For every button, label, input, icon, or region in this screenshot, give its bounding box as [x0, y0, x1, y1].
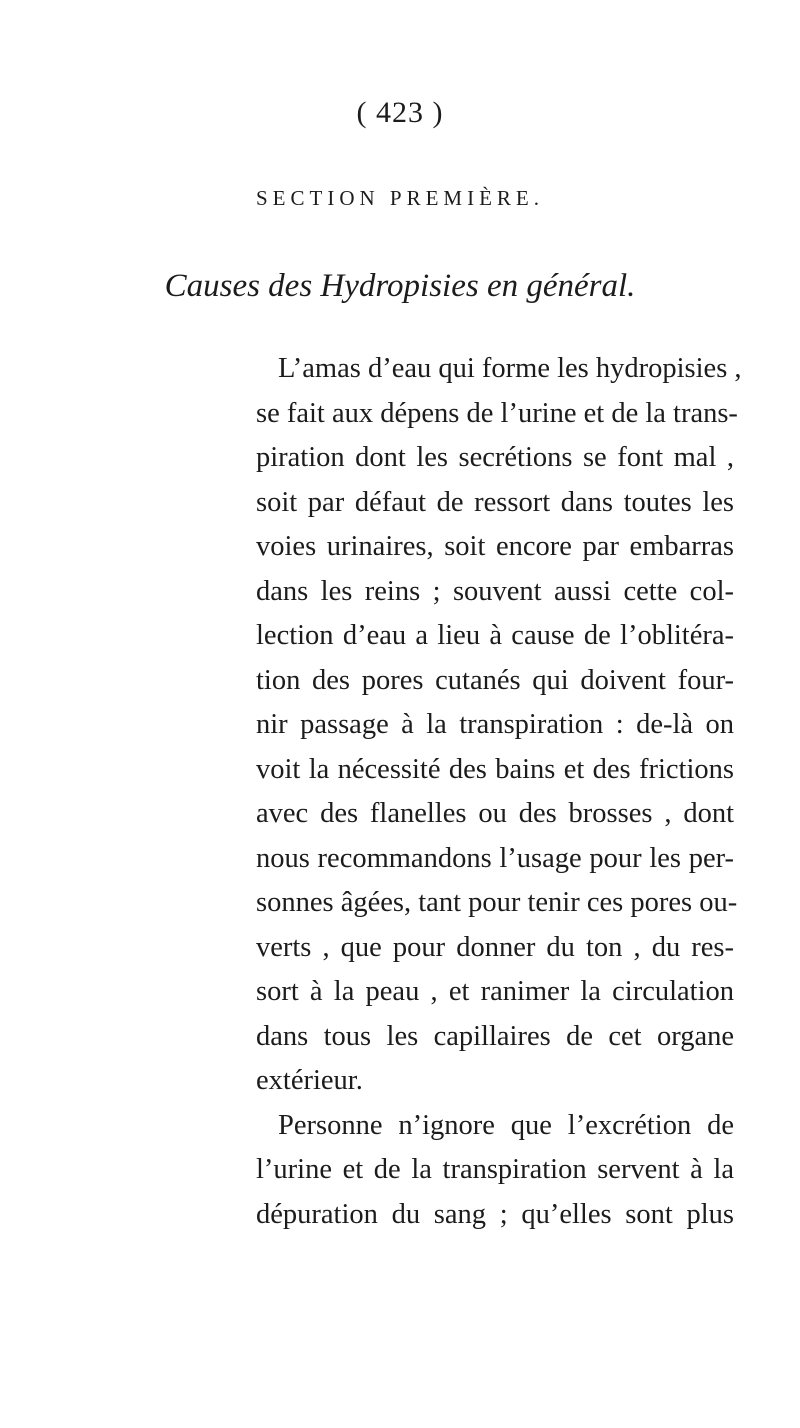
text-line: sort à la peau , et ranimer la circulation	[256, 976, 734, 1007]
text-line: L’amas d’eau qui forme les hydropisies ,	[278, 353, 742, 384]
text-line: l’urine et de la transpiration servent à la	[256, 1154, 734, 1185]
text-line: nous recommandons l’usage pour les per-	[256, 842, 734, 874]
text-line: Personne n’ignore que l’excrétion de	[278, 1109, 734, 1141]
text-line: dépuration du sang ; qu’elles sont plus	[256, 1198, 734, 1230]
text-line: piration dont les secrétions se font mal ,	[256, 442, 734, 473]
text-line: tion des pores cutanés qui doivent four-	[256, 664, 734, 696]
text-line: voit la nécessité des bains et des frictions	[256, 753, 734, 785]
text-line: dans les reins ; souvent aussi cette col-	[256, 575, 734, 607]
text-line: soit par défaut de ressort dans toutes les	[256, 486, 734, 518]
text-line: dans tous les capillaires de cet organe	[256, 1020, 734, 1052]
text-line: sonnes âgées, tant pour tenir ces pores ou-	[256, 887, 738, 918]
text-line: voies urinaires, soit encore par embarras	[256, 531, 734, 562]
page-number: ( 423 )	[356, 96, 444, 129]
text-line: verts , que pour donner du ton , du res-	[256, 931, 734, 963]
text-line: avec des flanelles ou des brosses , dont	[256, 798, 734, 829]
section-heading: SECTION PREMIÈRE.	[255, 186, 544, 210]
text-line: nir passage à la transpiration : de-là on	[256, 709, 734, 740]
body-text	[256, 347, 742, 1237]
text-line: lection d’eau a lieu à cause de l’oblitéra-	[256, 620, 734, 651]
text-line: se fait aux dépens de l’urine et de la trans-	[256, 397, 738, 429]
chapter-title: Causes des Hydropisies en général.	[164, 268, 636, 304]
text-line: extérieur.	[256, 1065, 363, 1096]
